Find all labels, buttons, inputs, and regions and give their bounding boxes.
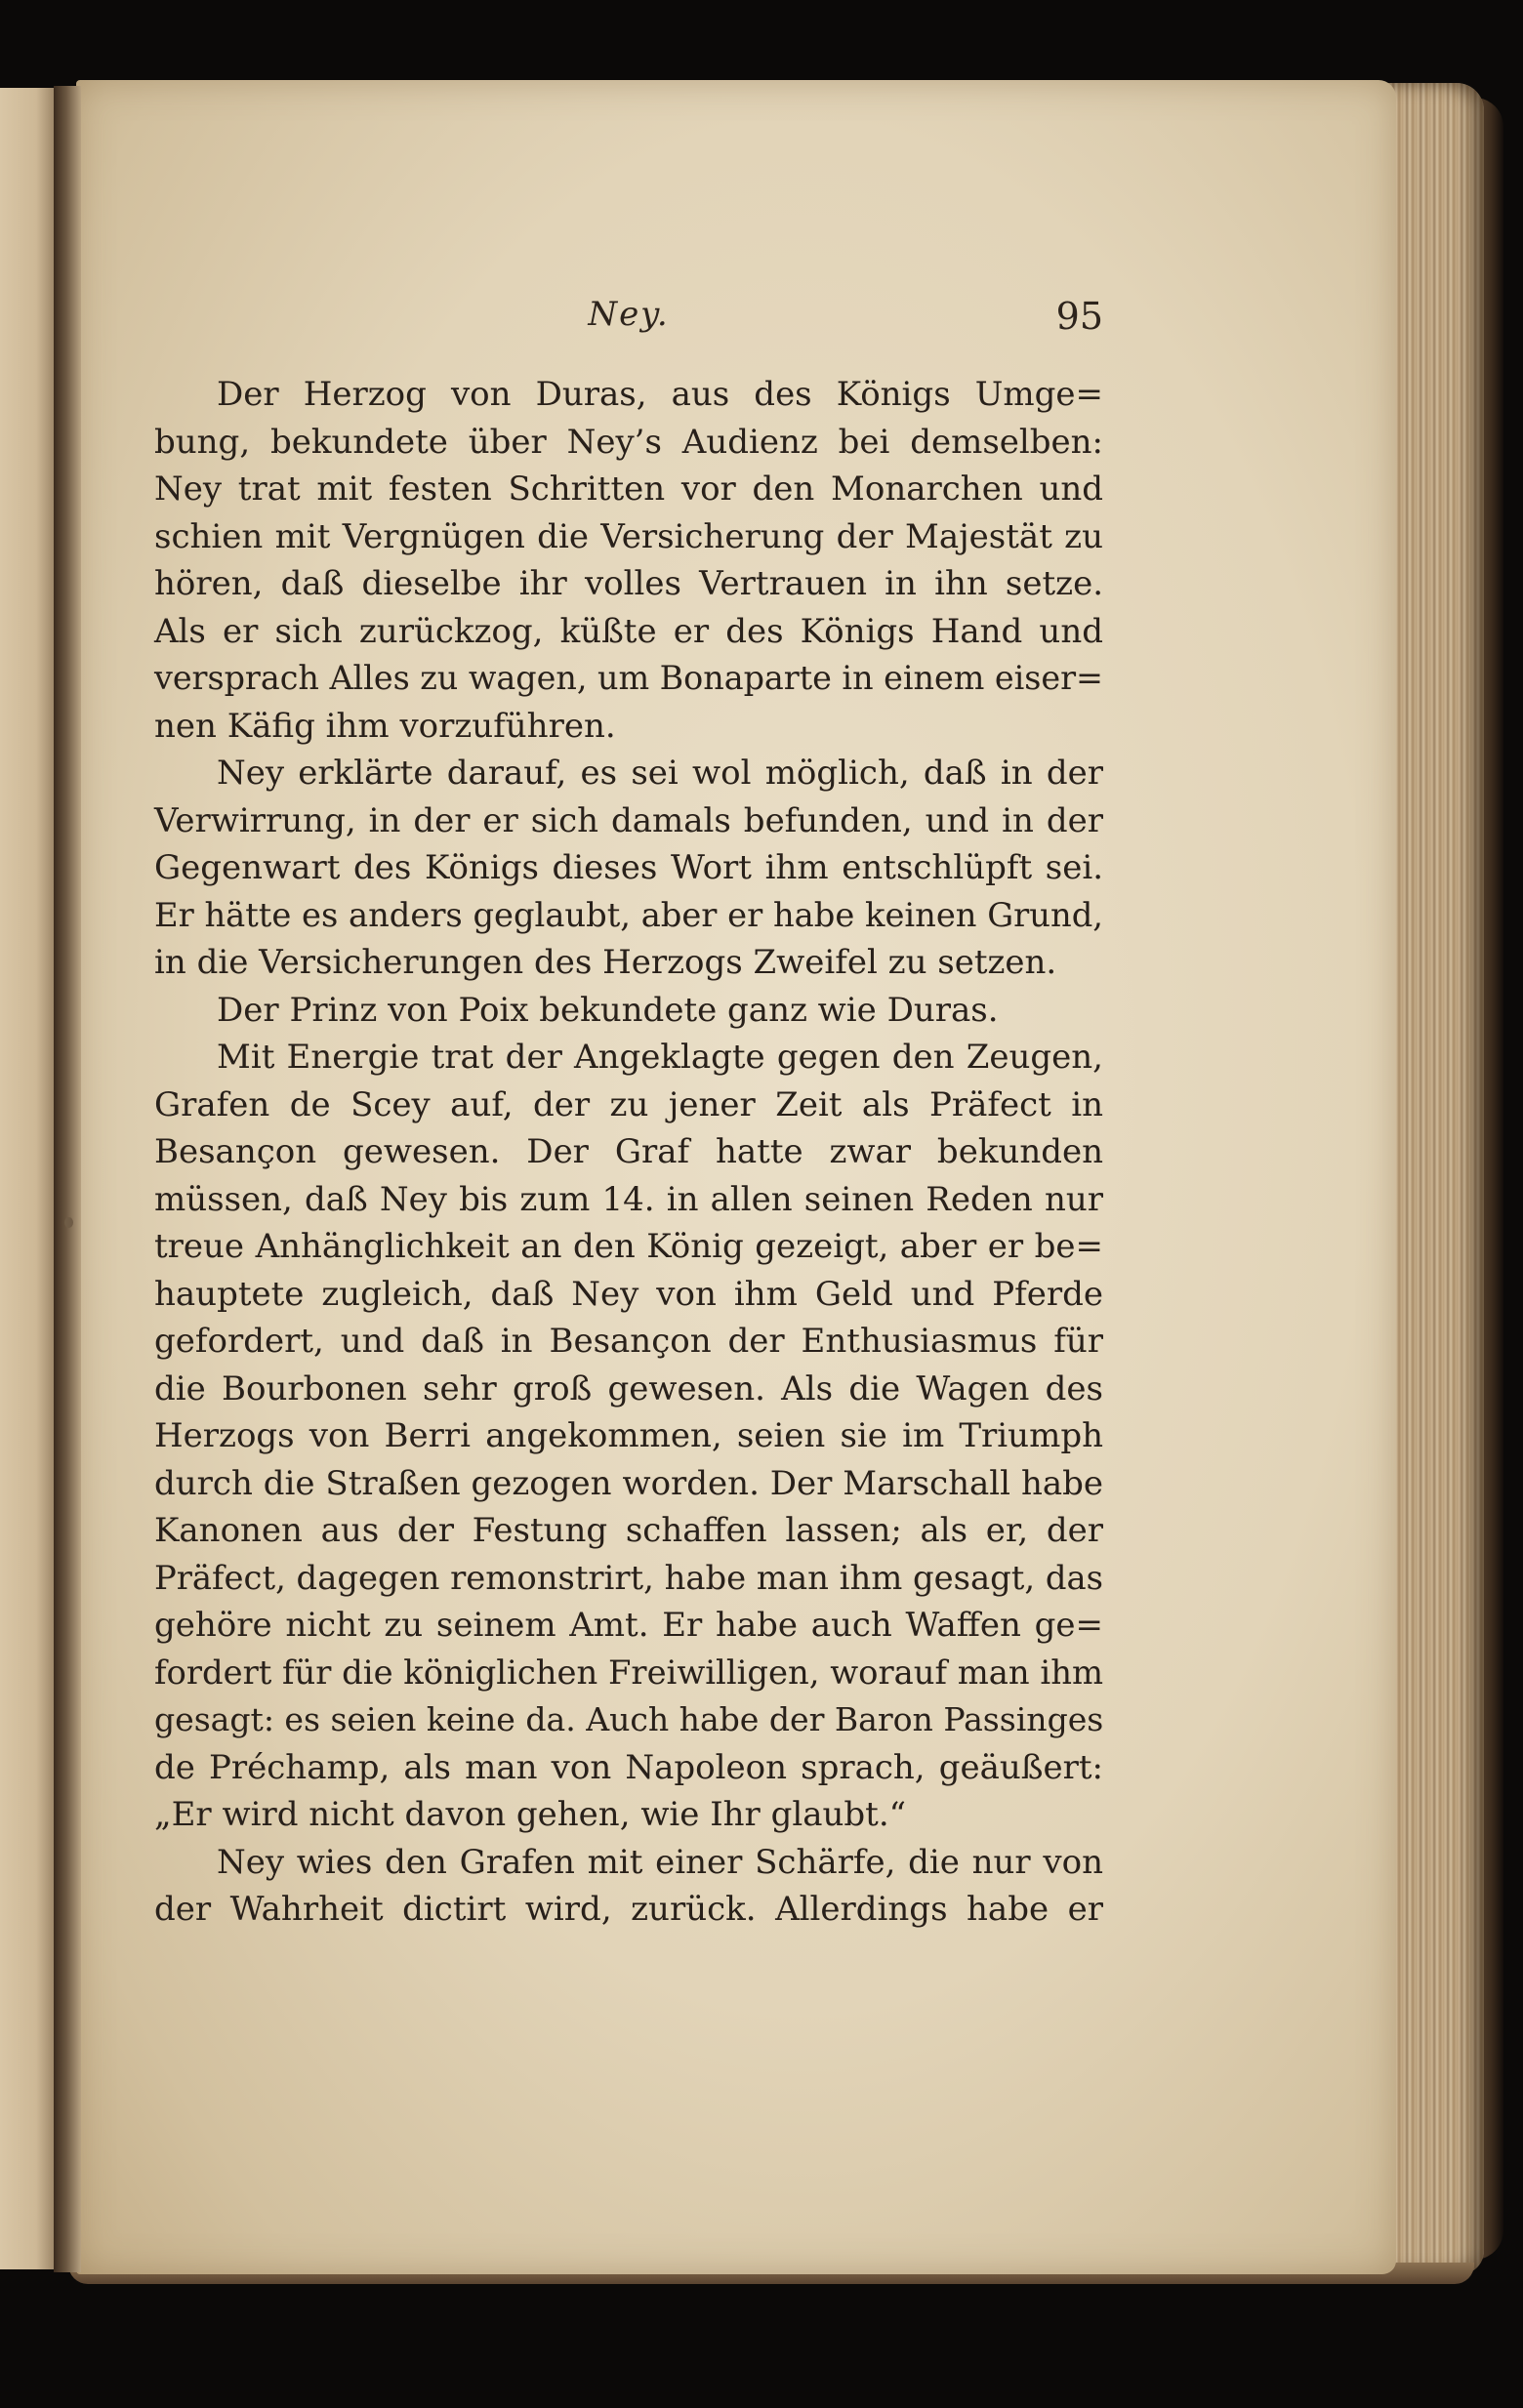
text-line: de Préchamp, als man von Napoleon sprach, geäußert:	[154, 1747, 1103, 1787]
running-head	[154, 295, 1103, 349]
facing-page-edge	[0, 88, 61, 2269]
text-line: versprach Alles zu wagen, um Bonaparte in einem eiser=	[154, 659, 1103, 697]
text-line: Gegenwart des Königs dieses Wort ihm entschlüpft sei.	[154, 848, 1103, 887]
text-line: in die Versicherungen des Herzogs Zweifel zu setzen.	[154, 943, 1057, 982]
text-line: durch die Straßen gezogen worden. Der Marschall habe	[154, 1463, 1103, 1503]
text-line: gehöre nicht zu seinem Amt. Er habe auch Waffen ge=	[154, 1606, 1103, 1645]
text-line: Der Herzog von Duras, aus des Königs Umge=	[217, 375, 1103, 414]
text-line: müssen, daß Ney bis zum 14. in allen seinen Reden nur	[154, 1179, 1103, 1219]
text-line: hören, daß dieselbe ihr volles Vertrauen in ihn setze.	[154, 564, 1103, 603]
text-line: Präfect, dagegen remonstrirt, habe man ihm gesagt, das	[154, 1558, 1103, 1597]
text-line: Der Prinz von Poix bekundete ganz wie Duras.	[217, 990, 999, 1030]
text-line: Besançon gewesen. Der Graf hatte zwar bekunden	[154, 1132, 1103, 1171]
text-line: Als er sich zurückzog, küßte er des Königs Hand und	[154, 611, 1103, 651]
text-line: Ney trat mit festen Schritten vor den Monarchen und	[154, 469, 1103, 509]
page-stain	[64, 1217, 73, 1228]
text-line: Ney erklärte darauf, es sei wol möglich, daß in der	[217, 754, 1103, 793]
book-gutter	[54, 86, 81, 2272]
text-line: fordert für die königlichen Freiwilligen, worauf man ihm	[154, 1653, 1103, 1692]
text-line: Verwirrung, in der er sich damals befunden, und in der	[154, 800, 1103, 840]
text-line: „Er wird nicht davon gehen, wie Ihr glaubt.“	[154, 1795, 907, 1834]
text-line: gefordert, und daß in Besançon der Enthusiasmus für	[154, 1322, 1103, 1361]
text-line: Er hätte es anders geglaubt, aber er habe keinen Grund,	[154, 895, 1103, 934]
text-line: Ney wies den Grafen mit einer Schärfe, die nur von	[217, 1842, 1103, 1882]
running-title: Ney.	[588, 295, 670, 334]
page-number: 95	[1055, 295, 1103, 338]
text-line: Herzogs von Berri angekommen, seien sie im Triumph	[154, 1416, 1103, 1455]
text-line: Grafen de Scey auf, der zu jener Zeit als Präfect in	[154, 1084, 1103, 1124]
text-line: die Bourbonen sehr groß gewesen. Als die Wagen des	[154, 1368, 1103, 1408]
body-text	[154, 371, 1103, 1934]
text-line: der Wahrheit dictirt wird, zurück. Allerdings habe er	[154, 1890, 1103, 1929]
text-line: gesagt: es seien keine da. Auch habe der Baron Passinges	[154, 1700, 1104, 1738]
text-line: hauptete zugleich, daß Ney von ihm Geld und Pferde	[154, 1274, 1103, 1314]
text-line: Mit Energie trat der Angeklagte gegen den Zeugen,	[217, 1038, 1103, 1077]
text-line: bung, bekundete über Ney’s Audienz bei demselben:	[154, 422, 1103, 462]
text-line: Kanonen aus der Festung schaffen lassen; als er, der	[154, 1511, 1103, 1550]
text-line: schien mit Vergnügen die Versicherung der Majestät zu	[154, 516, 1103, 556]
text-line: nen Käfig ihm vorzuführen.	[154, 706, 616, 746]
text-line: treue Anhänglichkeit an den König gezeigt, aber er be=	[154, 1227, 1103, 1266]
